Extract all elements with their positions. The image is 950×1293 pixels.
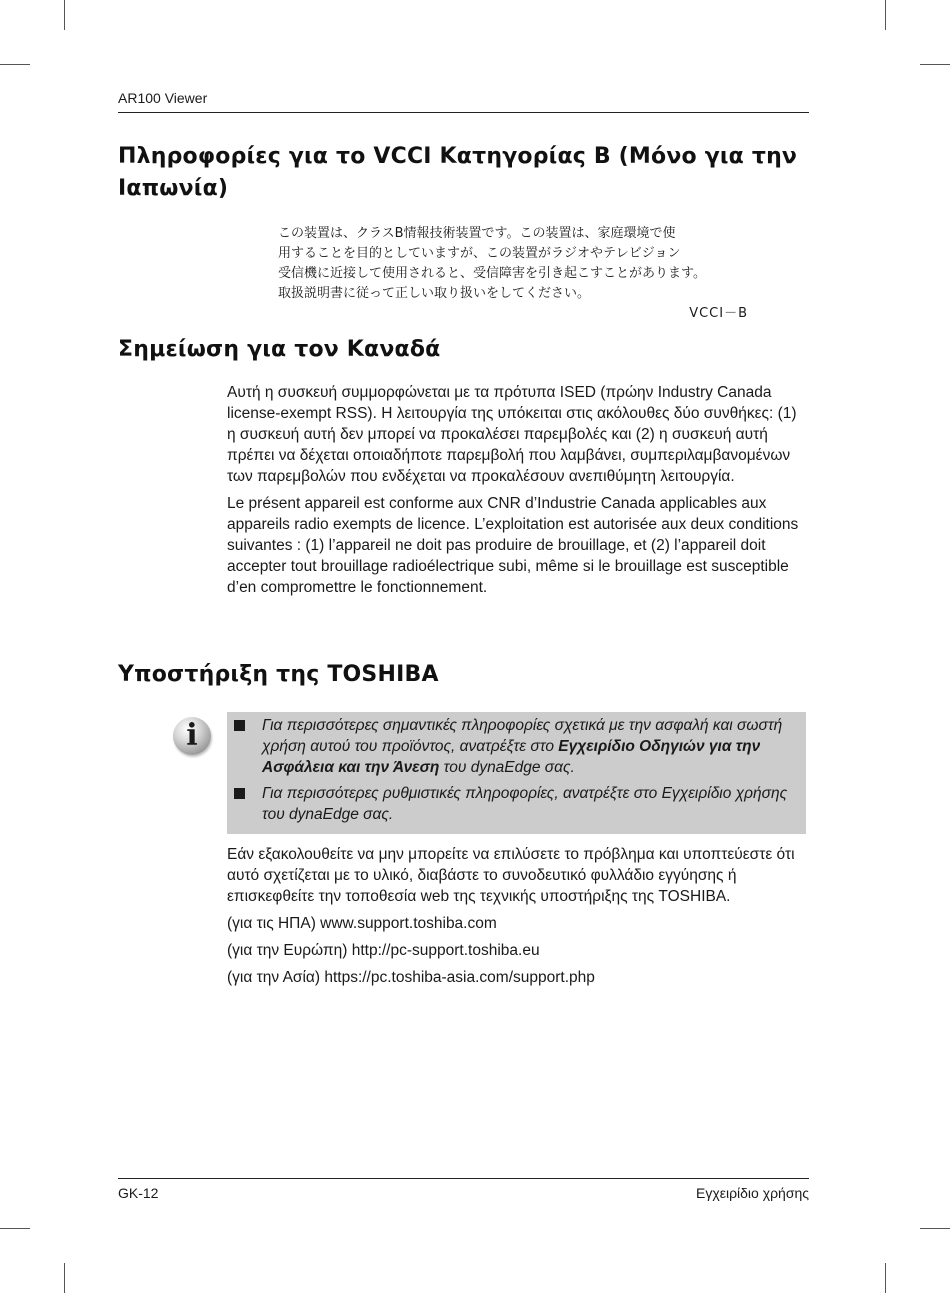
- support-section: [227, 844, 809, 994]
- header-title: AR100 Viewer: [118, 90, 208, 106]
- support-paragraph: Εάν εξακολουθείτε να μην μπορείτε να επιλύσετε το πρόβλημα και υποπτεύεστε ότι αυτό σχετίζεται με το υλικό, διαβάστε το συνοδευτικό φυλλάδιο εγγύησης ή επισκεφθείτε την τοποθεσία web της τεχνικής υποστήριξης της TOSHIBA.: [227, 846, 795, 905]
- canada-paragraph-french: Le présent appareil est conforme aux CNR d’Industrie Canada applicables aux appareils radio exempts de licence. L’exploitation est autorisée aux deux conditions suivantes : (1) l’appareil ne doit pas produire de brouillage, et (2) l’appareil doit accepter tout brouillage radioélectrique subi, même si le brouillage est susceptible d’en compromettre le fonctionnement.: [227, 495, 799, 596]
- canada-heading: Σημείωση για τον Καναδά: [118, 337, 441, 362]
- crop-mark: [0, 1228, 30, 1229]
- vcci-line: 取扱説明書に従って正しい取り扱いをしてください。: [278, 286, 591, 301]
- vcci-line: 受信機に近接して使用されると、受信障害を引き起こすことがあります。: [278, 266, 706, 281]
- footer-doc-title: Εγχειρίδιο χρήσης: [696, 1185, 809, 1201]
- info-icon-glyph: i: [186, 718, 198, 753]
- vcci-notice: [278, 224, 748, 324]
- crop-mark: [920, 64, 950, 65]
- vcci-mark: VCCI－B: [689, 306, 748, 321]
- note-box: [227, 712, 806, 834]
- crop-mark: [885, 0, 886, 30]
- support-heading: Υποστήριξη της TOSHIBA: [118, 662, 439, 687]
- vcci-heading: Πληροφορίες για το VCCI Κατηγορίας B (Μόνο για την Ιαπωνία): [118, 144, 798, 201]
- canada-section: [227, 382, 809, 604]
- running-footer: [118, 1178, 809, 1201]
- page-number: GK-12: [118, 1185, 159, 1201]
- info-icon: [173, 717, 211, 755]
- support-link-europe: (για την Ευρώπη) http://pc-support.toshiba.eu: [227, 942, 540, 959]
- support-link-usa: (για τις ΗΠΑ) www.support.toshiba.com: [227, 915, 497, 932]
- note-text: Για περισσότερες ρυθμιστικές πληροφορίες, ανατρέξτε στο Εγχειρίδιο χρήσης του dynaEdge σας.: [262, 785, 788, 823]
- crop-mark: [885, 1263, 886, 1293]
- square-bullet-icon: [234, 788, 245, 799]
- running-header: [118, 90, 809, 113]
- crop-mark: [64, 1263, 65, 1293]
- crop-mark: [0, 64, 30, 65]
- support-link-asia: (για την Ασία) https://pc.toshiba-asia.com/support.php: [227, 969, 595, 986]
- safety-guide-title: Εγχειρίδιο Οδηγιών για την Ασφάλεια και την Άνεση: [262, 738, 761, 776]
- canada-paragraph-greek: Αυτή η συσκευή συμμορφώνεται με τα πρότυπα ISED (πρώην Industry Canada license-exempt RSS). Η λειτουργία της υπόκειται στις ακόλουθες δύο συνθήκες: (1) η συσκευή αυτή δεν μπορεί να προκαλέσει παρεμβολές και (2) η συσκευή αυτή πρέπει να δέχεται οποιαδήποτε παρεμβολή που λαμβάνει, συμπεριλαμβανομένων των παρεμβολών που ενδέχεται να προκαλέσουν ανεπιθύμητη λειτουργία.: [227, 384, 797, 485]
- note-text: Για περισσότερες σημαντικές πληροφορίες σχετικά με την ασφαλή και σωστή χρήση αυτού του προϊόντος, ανατρέξτε στο Εγχειρίδιο Οδηγιών για την Ασφάλεια και την Άνεση του dynaEdge σας.: [262, 717, 783, 776]
- vcci-line: 用することを目的としていますが、この装置がラジオやテレビジョン: [278, 246, 681, 261]
- vcci-line: この装置は、クラスB情報技術装置です。この装置は、家庭環境で使: [278, 226, 676, 241]
- crop-mark: [920, 1228, 950, 1229]
- square-bullet-icon: [234, 720, 245, 731]
- crop-mark: [64, 0, 65, 30]
